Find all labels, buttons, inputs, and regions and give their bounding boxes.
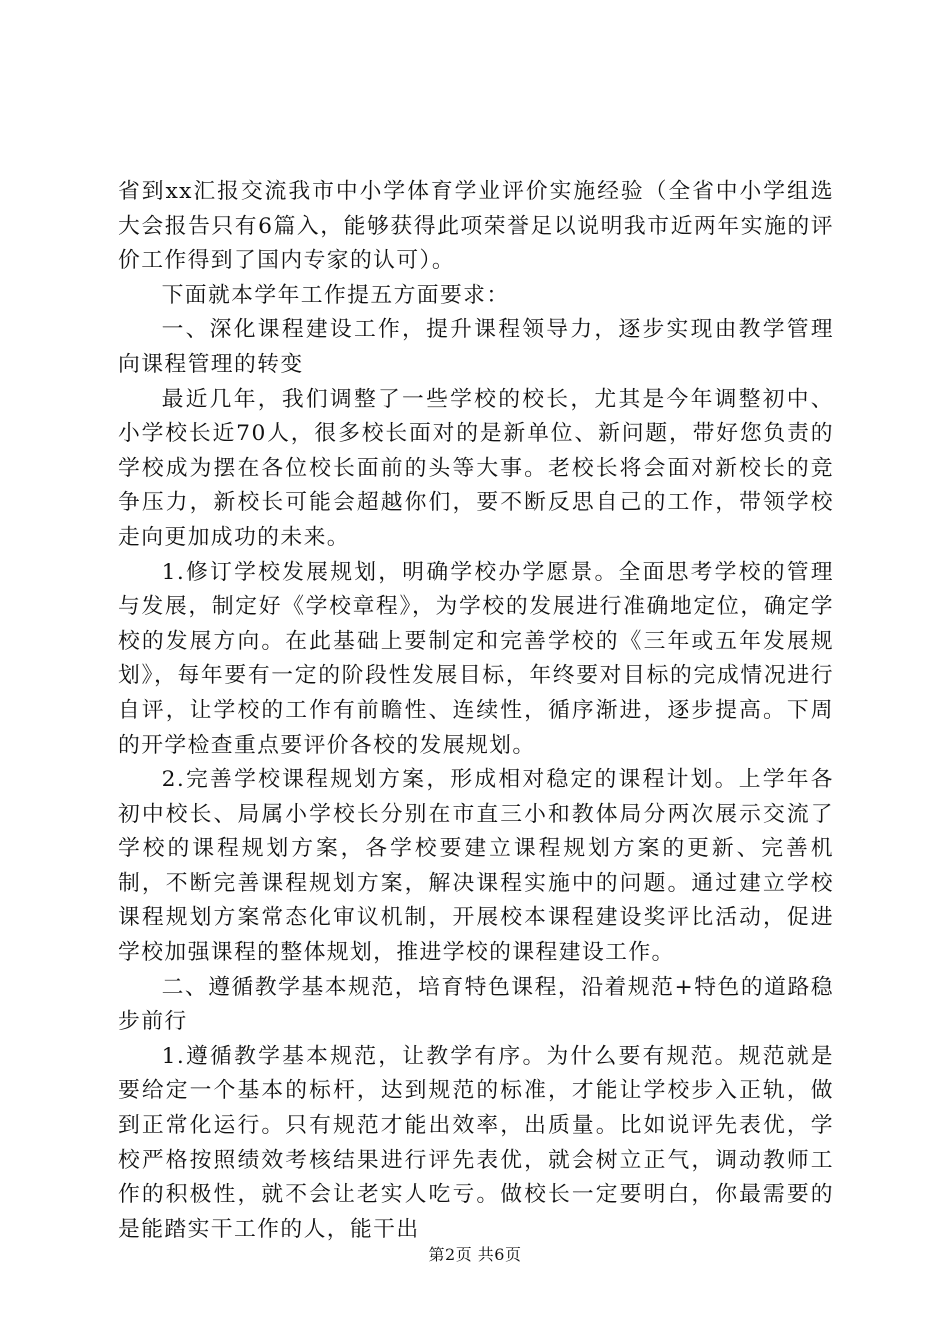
paragraph-intro-requirements: 下面就本学年工作提五方面要求： [161,282,510,308]
page-footer [0,1244,950,1266]
page-number: 第2页 共6页 [428,1245,522,1264]
paragraph-item-1-development-plan: 1.修订学校发展规划，明确学校办学愿景。全面思考学校的管理与发展，制定好《学校章程》，为学校的发展进行准确地定位，确定学校的发展方向。在此基础上要制定和完善学校的《三年或五年发展规划》，每年要有一定的阶段性发展目标，年终要对目标的完成情况进行自评，让学校的工作有前瞻性、连续性，循序渐进，逐步提高。下周的开学检查重点要评价各校的发展规划。 [118,559,834,758]
section-heading-two: 二、遵循教学基本规范，培育特色课程，沿着规范+特色的道路稳步前行 [118,974,834,1035]
paragraph-continuation: 省到xx汇报交流我市中小学体育学业评价实施经验（全省中小学组选大会报告只有6篇入，能够获得此项荣誉足以说明我市近两年实施的评价工作得到了国内专家的认可）。 [118,179,834,274]
paragraph-item-1-teaching-norms: 1.遵循教学基本规范，让教学有序。为什么要有规范。规范就是要给定一个基本的标杆，达到规范的标准，才能让学校步入正轨，做到正常化运行。只有规范才能出效率，出质量。比如说评先表优，学校严格按照绩效考核结果进行评先表优，就会树立正气，调动教师工作的积极性，就不会让老实人吃亏。做校长一定要明白，你最需要的是能踏实干工作的人，能干出 [118,1043,834,1242]
section-heading-one: 一、深化课程建设工作，提升课程领导力，逐步实现由教学管理向课程管理的转变 [118,317,834,377]
paragraph-item-2-curriculum-plan: 2.完善学校课程规划方案，形成相对稳定的课程计划。上学年各初中校长、局属小学校长分别在市直三小和教体局分两次展示交流了学校的课程规划方案，各学校要建立课程规划方案的更新、完善机制，不断完善课程规划方案，解决课程实施中的问题。通过建立学校课程规划方案常态化审议机制，开展校本课程建设奖评比活动，促进学校加强课程的整体规划，推进学校的课程建设工作。 [118,767,834,966]
paragraph-principals: 最近几年，我们调整了一些学校的校长，尤其是今年调整初中、小学校长近70人，很多校长面对的是新单位、新问题，带好您负责的学校成为摆在各位校长面前的头等大事。老校长将会面对新校长的竞争压力，新校长可能会超越你们，要不断反思自己的工作，带领学校走向更加成功的未来。 [118,386,834,550]
document-body [118,175,834,1247]
